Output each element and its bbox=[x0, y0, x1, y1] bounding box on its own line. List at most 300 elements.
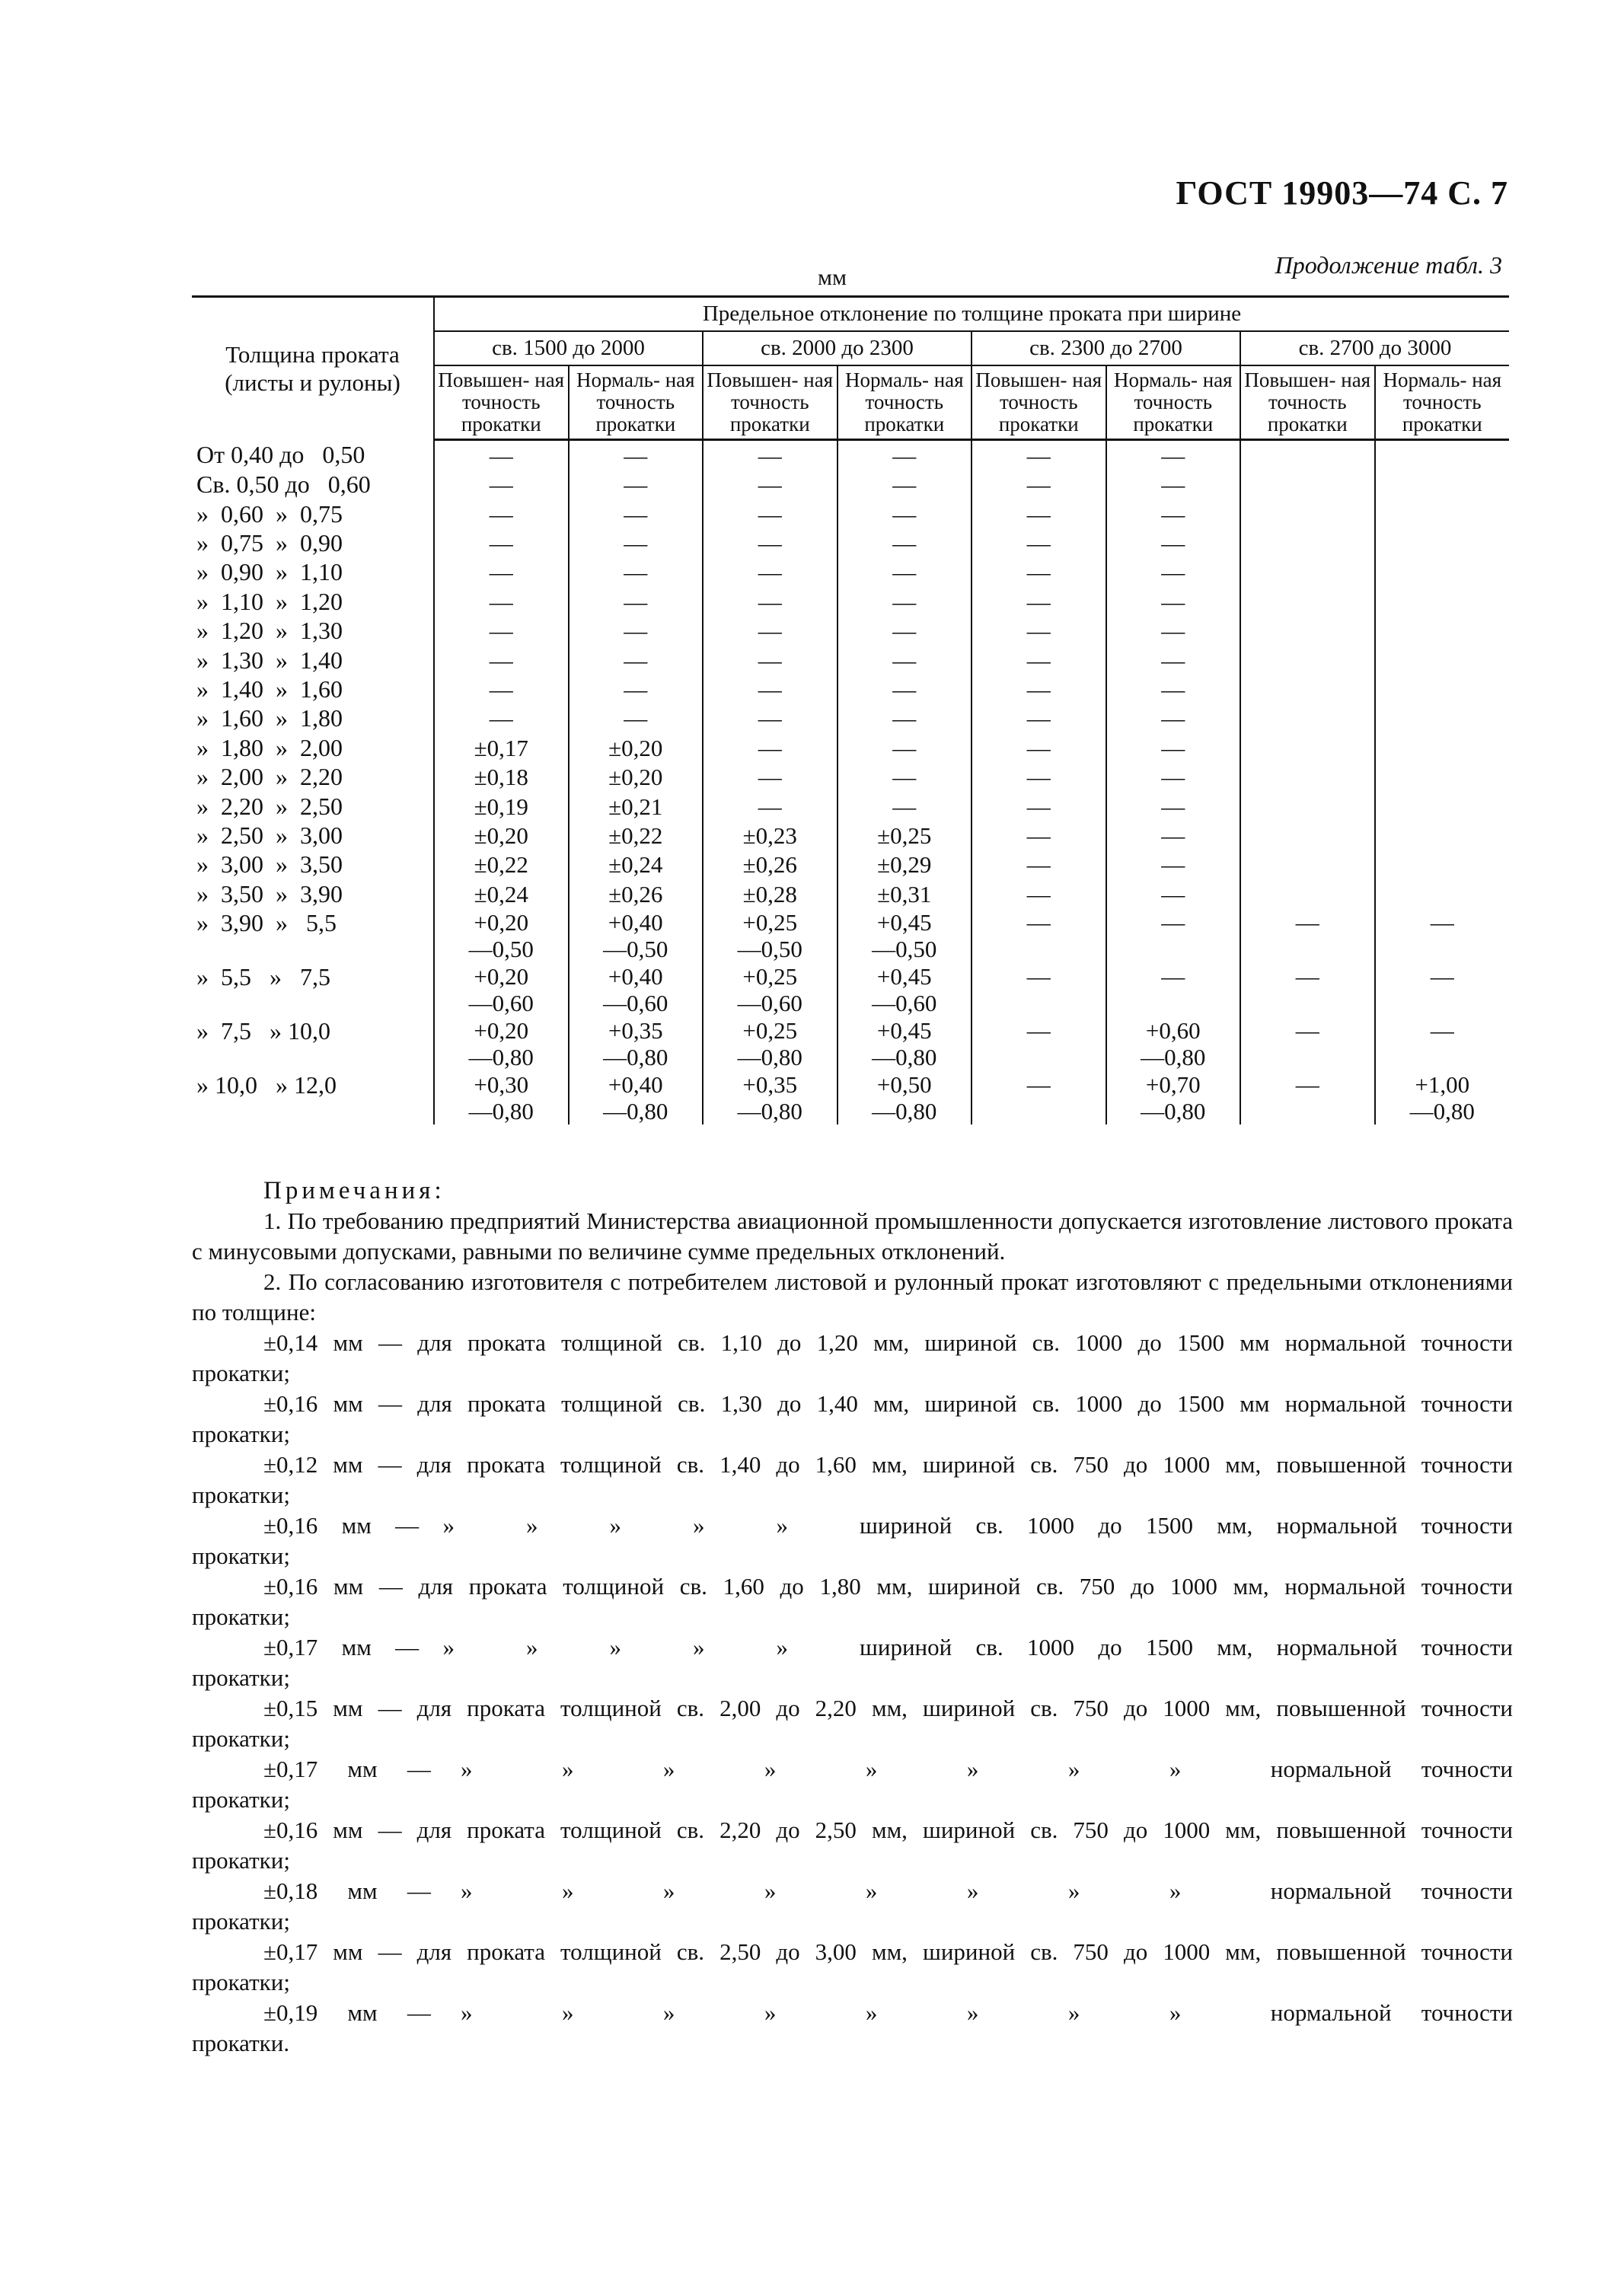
lower-deviation: —0,80 bbox=[468, 1098, 534, 1125]
deviation-cell: — bbox=[703, 587, 838, 616]
deviation-text: ±0,16 мм — для проката толщиной св. 1,30 до 1,40 мм, шириной св. 1000 до 1500 мм нормальной точности bbox=[263, 1390, 1513, 1417]
deviation-cell: — bbox=[1106, 587, 1241, 616]
thickness-range-cell: » 5,5 » 7,5 bbox=[192, 962, 434, 1016]
deviation-cell bbox=[972, 908, 1106, 962]
thickness-range-cell: » 1,20 » 1,30 bbox=[192, 616, 434, 645]
deviation-item bbox=[192, 1937, 1513, 1998]
lower-deviation bbox=[1379, 936, 1507, 962]
notes-section bbox=[192, 1175, 1513, 2059]
deviation-cell: — bbox=[569, 675, 704, 703]
deviation-cell: — bbox=[972, 733, 1106, 762]
upper-deviation: — bbox=[1026, 909, 1051, 936]
deviation-cell bbox=[1375, 703, 1510, 732]
upper-deviation: +0,35 bbox=[742, 1071, 798, 1099]
deviation-cell: ±0,20 bbox=[569, 762, 704, 791]
deviation-continuation: прокатки; bbox=[192, 1847, 290, 1874]
lower-deviation: —0,80 bbox=[1409, 1098, 1475, 1125]
deviation-cell: — bbox=[1106, 557, 1241, 586]
deviation-cell bbox=[1375, 557, 1510, 586]
deviation-cell: — bbox=[569, 557, 704, 586]
deviation-cell: — bbox=[489, 705, 513, 732]
upper-deviation: +0,20 bbox=[474, 963, 529, 990]
deviation-cell: — bbox=[972, 499, 1106, 528]
deviation-cell bbox=[1240, 470, 1375, 499]
table-row bbox=[192, 850, 1509, 879]
deviation-cell: — bbox=[703, 528, 838, 557]
upper-deviation: — bbox=[1026, 963, 1051, 990]
deviation-cell bbox=[838, 962, 972, 1016]
deviation-cell: — bbox=[569, 703, 704, 732]
deviation-cell bbox=[434, 1070, 569, 1124]
deviation-cell: — bbox=[489, 442, 513, 470]
deviation-cell: — bbox=[838, 470, 972, 499]
deviation-cell: — bbox=[972, 587, 1106, 616]
deviation-cell: — bbox=[1106, 528, 1241, 557]
upper-deviation: — bbox=[1161, 963, 1185, 990]
upper-deviation: +0,25 bbox=[742, 963, 798, 990]
deviation-cell bbox=[1240, 733, 1375, 762]
deviation-cell bbox=[1375, 587, 1510, 616]
deviation-cell: — bbox=[703, 440, 838, 471]
deviation-cell bbox=[1240, 646, 1375, 675]
deviation-cell: ±0,26 bbox=[703, 850, 838, 879]
lower-deviation: —0,60 bbox=[872, 990, 937, 1017]
upper-deviation: +0,50 bbox=[876, 1071, 932, 1099]
deviation-text: ±0,17 мм — » » » » » » » » нормальной точности bbox=[263, 1756, 1513, 1782]
deviation-item bbox=[192, 1389, 1513, 1450]
deviation-item bbox=[192, 1998, 1513, 2059]
deviation-cell: — bbox=[838, 587, 972, 616]
lower-deviation: —0,80 bbox=[737, 1044, 802, 1071]
precision-header: Нормаль- ная точность прокатки bbox=[838, 365, 972, 440]
table-continuation-label: Продолжение табл. 3 bbox=[1275, 251, 1502, 279]
deviation-cell: — bbox=[972, 762, 1106, 791]
deviation-cell: ±0,29 bbox=[838, 850, 972, 879]
deviation-cell: — bbox=[703, 470, 838, 499]
thickness-range-cell: » 1,10 » 1,20 bbox=[192, 587, 434, 616]
deviation-cell: — bbox=[838, 675, 972, 703]
table-row bbox=[192, 908, 1509, 962]
upper-deviation: +0,40 bbox=[608, 963, 663, 990]
deviation-cell: — bbox=[1106, 703, 1241, 732]
thickness-range-cell: » 10,0 » 12,0 bbox=[192, 1070, 434, 1124]
precision-header: Повышен- ная точность прокатки bbox=[972, 365, 1106, 440]
deviation-cell: — bbox=[489, 646, 513, 674]
upper-deviation: — bbox=[1295, 909, 1319, 936]
units-label: мм bbox=[818, 265, 847, 290]
thickness-range-cell: » 1,30 » 1,40 bbox=[192, 646, 434, 675]
precision-header: Нормаль- ная точность прокатки bbox=[1375, 365, 1510, 440]
deviation-text: ±0,17 мм — » » » » » шириной св. 1000 до 1500 мм, нормальной точности bbox=[263, 1634, 1513, 1660]
deviation-text: ±0,18 мм — » » » » » » » » нормальной точности bbox=[263, 1877, 1513, 1904]
deviation-cell: — bbox=[569, 470, 704, 499]
thickness-range-cell: » 7,5 » 10,0 bbox=[192, 1016, 434, 1070]
deviation-group-header: Предельное отклонение по толщине проката при ширине bbox=[434, 297, 1509, 331]
deviation-cell: — bbox=[703, 762, 838, 791]
lower-deviation: —0,60 bbox=[468, 990, 534, 1017]
deviation-cell bbox=[1106, 1016, 1241, 1070]
deviation-cell bbox=[703, 1070, 838, 1124]
deviation-cell bbox=[703, 1016, 838, 1070]
deviation-cell: ±0,31 bbox=[838, 879, 972, 908]
deviation-continuation: прокатки; bbox=[192, 1542, 290, 1569]
deviation-item bbox=[192, 1571, 1513, 1632]
deviation-cell: — bbox=[972, 528, 1106, 557]
table-row bbox=[192, 470, 1509, 499]
note-2: 2. По согласованию изготовителя с потребителем листовой и рулонный прокат изготовляют с предельными отклонениями по толщине: bbox=[192, 1268, 1513, 1325]
deviation-cell: — bbox=[1106, 470, 1241, 499]
table-row bbox=[192, 1016, 1509, 1070]
lower-deviation bbox=[1110, 936, 1237, 962]
deviation-cell: ±0,24 bbox=[569, 850, 704, 879]
upper-deviation: — bbox=[1295, 1017, 1319, 1045]
deviation-cell: — bbox=[489, 617, 513, 645]
deviation-cell: — bbox=[838, 616, 972, 645]
thickness-range-cell: » 3,50 » 3,90 bbox=[192, 879, 434, 908]
deviation-cell: — bbox=[972, 675, 1106, 703]
document-code: ГОСТ 19903—74 С. 7 bbox=[1176, 174, 1508, 212]
thickness-range-cell: » 1,60 » 1,80 bbox=[192, 703, 434, 732]
deviation-cell bbox=[1375, 962, 1510, 1016]
deviation-cell bbox=[1375, 1016, 1510, 1070]
deviation-cell: — bbox=[489, 530, 513, 557]
deviation-cell: — bbox=[489, 675, 513, 703]
thickness-range-cell: » 2,00 » 2,20 bbox=[192, 762, 434, 791]
deviation-continuation: прокатки. bbox=[192, 2030, 290, 2056]
deviation-cell bbox=[703, 962, 838, 1016]
deviation-cell: — bbox=[838, 499, 972, 528]
deviation-cell bbox=[1240, 1070, 1375, 1124]
deviation-cell: — bbox=[1106, 675, 1241, 703]
deviation-cell bbox=[1240, 762, 1375, 791]
upper-deviation: +0,30 bbox=[474, 1071, 529, 1099]
deviation-cell bbox=[1240, 675, 1375, 703]
deviation-item bbox=[192, 1693, 1513, 1754]
deviation-cell: — bbox=[838, 557, 972, 586]
table-row bbox=[192, 587, 1509, 616]
deviation-cell: — bbox=[1106, 733, 1241, 762]
table-row bbox=[192, 675, 1509, 703]
lower-deviation: —0,80 bbox=[1141, 1044, 1206, 1071]
deviation-cell: — bbox=[838, 792, 972, 821]
deviation-cell: — bbox=[703, 675, 838, 703]
deviation-cell: — bbox=[972, 557, 1106, 586]
deviation-item bbox=[192, 1328, 1513, 1389]
deviation-cell: — bbox=[972, 821, 1106, 850]
deviation-text: ±0,16 мм — » » » » » шириной св. 1000 до 1500 мм, нормальной точности bbox=[263, 1512, 1513, 1539]
lower-deviation bbox=[975, 990, 1102, 1016]
deviation-cell: — bbox=[569, 440, 704, 471]
deviation-cell bbox=[569, 1070, 704, 1124]
deviation-cell: — bbox=[489, 500, 513, 528]
deviation-continuation: прокатки; bbox=[192, 1725, 290, 1752]
upper-deviation: +0,25 bbox=[742, 1017, 798, 1045]
deviation-cell bbox=[1375, 850, 1510, 879]
deviation-cell bbox=[1106, 962, 1241, 1016]
deviation-cell: — bbox=[703, 792, 838, 821]
deviation-cell bbox=[1375, 792, 1510, 821]
deviation-list bbox=[192, 1328, 1513, 2059]
deviation-cell bbox=[838, 1070, 972, 1124]
upper-deviation: — bbox=[1295, 963, 1319, 990]
precision-header: Повышен- ная точность прокатки bbox=[703, 365, 838, 440]
upper-deviation: +0,60 bbox=[1145, 1017, 1201, 1045]
thickness-range-cell: От 0,40 до 0,50 bbox=[192, 440, 434, 471]
upper-deviation: +0,45 bbox=[876, 963, 932, 990]
page-header bbox=[0, 0, 1624, 289]
deviation-cell: ±0,23 bbox=[703, 821, 838, 850]
lower-deviation bbox=[1244, 990, 1371, 1016]
lower-deviation: —0,50 bbox=[468, 936, 534, 963]
deviation-cell: — bbox=[1106, 616, 1241, 645]
lower-deviation bbox=[975, 1098, 1102, 1124]
lower-deviation: —0,60 bbox=[603, 990, 668, 1017]
deviation-item bbox=[192, 1876, 1513, 1937]
width-group-header: св. 2300 до 2700 bbox=[972, 331, 1240, 365]
deviation-cell: — bbox=[1106, 440, 1241, 471]
deviation-cell bbox=[1375, 440, 1510, 471]
table-row bbox=[192, 733, 1509, 762]
table-row bbox=[192, 499, 1509, 528]
table-row bbox=[192, 762, 1509, 791]
deviation-cell: — bbox=[569, 499, 704, 528]
thickness-range-cell: » 3,00 » 3,50 bbox=[192, 850, 434, 879]
deviation-cell bbox=[1375, 821, 1510, 850]
deviation-continuation: прокатки; bbox=[192, 1603, 290, 1630]
lower-deviation: —0,50 bbox=[603, 936, 668, 963]
notes-title: Примечания: bbox=[263, 1177, 445, 1204]
deviation-cell: — bbox=[569, 528, 704, 557]
precision-header: Нормаль- ная точность прокатки bbox=[1106, 365, 1241, 440]
deviation-item bbox=[192, 1754, 1513, 1815]
table-row bbox=[192, 703, 1509, 732]
lower-deviation bbox=[975, 936, 1102, 962]
upper-deviation: +0,40 bbox=[608, 1071, 663, 1099]
deviation-item bbox=[192, 1632, 1513, 1693]
deviation-cell: — bbox=[838, 646, 972, 675]
upper-deviation: +0,20 bbox=[474, 1017, 529, 1045]
width-group-header: св. 2000 до 2300 bbox=[703, 331, 972, 365]
deviation-cell: — bbox=[1106, 879, 1241, 908]
deviation-continuation: прокатки; bbox=[192, 1908, 290, 1935]
deviation-cell bbox=[703, 908, 838, 962]
deviation-cell bbox=[1106, 908, 1241, 962]
deviation-cell bbox=[1375, 762, 1510, 791]
deviation-cell bbox=[1240, 616, 1375, 645]
deviation-cell bbox=[1240, 703, 1375, 732]
deviation-cell: ±0,22 bbox=[569, 821, 704, 850]
thickness-range-cell: » 3,90 » 5,5 bbox=[192, 908, 434, 962]
table-row bbox=[192, 557, 1509, 586]
deviation-continuation: прокатки; bbox=[192, 1360, 290, 1386]
deviation-cell bbox=[1375, 646, 1510, 675]
deviation-cell: — bbox=[1106, 762, 1241, 791]
deviation-text: ±0,14 мм — для проката толщиной св. 1,10 до 1,20 мм, шириной св. 1000 до 1500 мм нормальной точности bbox=[263, 1329, 1513, 1356]
deviation-cell: ±0,28 bbox=[703, 879, 838, 908]
deviation-cell: ±0,25 bbox=[838, 821, 972, 850]
deviation-cell bbox=[1375, 499, 1510, 528]
deviation-cell: — bbox=[489, 471, 513, 499]
thickness-deviation-table bbox=[192, 295, 1509, 1124]
note-1: 1. По требованию предприятий Министерства авиационной промышленности допускается изготовление листового проката с минусовыми допусками, равными по величине сумме предельных отклонений. bbox=[192, 1207, 1513, 1265]
upper-deviation: +0,70 bbox=[1145, 1071, 1201, 1099]
deviation-continuation: прокатки; bbox=[192, 1969, 290, 1995]
deviation-cell bbox=[1240, 440, 1375, 471]
table-row bbox=[192, 962, 1509, 1016]
upper-deviation: +0,40 bbox=[608, 909, 663, 936]
upper-deviation: +0,45 bbox=[876, 1017, 932, 1045]
upper-deviation: — bbox=[1026, 1017, 1051, 1045]
deviation-cell bbox=[972, 1070, 1106, 1124]
table-header-row-1 bbox=[192, 297, 1509, 331]
precision-header: Повышен- ная точность прокатки bbox=[434, 365, 569, 440]
deviation-cell bbox=[569, 962, 704, 1016]
precision-header: Нормаль- ная точность прокатки bbox=[569, 365, 704, 440]
deviation-cell: — bbox=[703, 499, 838, 528]
deviation-cell bbox=[1240, 908, 1375, 962]
deviation-cell: — bbox=[972, 470, 1106, 499]
width-group-header: св. 1500 до 2000 bbox=[434, 331, 703, 365]
deviation-cell: — bbox=[1106, 821, 1241, 850]
deviation-cell: — bbox=[569, 587, 704, 616]
deviation-cell: — bbox=[972, 792, 1106, 821]
lower-deviation bbox=[1244, 936, 1371, 962]
deviation-item bbox=[192, 1450, 1513, 1510]
table-row bbox=[192, 821, 1509, 850]
deviation-cell: ±0,22 bbox=[474, 851, 528, 879]
deviation-cell: — bbox=[972, 879, 1106, 908]
deviation-continuation: прокатки; bbox=[192, 1786, 290, 1813]
deviation-cell bbox=[1375, 675, 1510, 703]
lower-deviation: —0,80 bbox=[872, 1098, 937, 1125]
thickness-range-cell: » 1,80 » 2,00 bbox=[192, 733, 434, 762]
lower-deviation: —0,60 bbox=[737, 990, 802, 1017]
width-group-header: св. 2700 до 3000 bbox=[1240, 331, 1509, 365]
deviation-text: ±0,17 мм — для проката толщиной св. 2,50 до 3,00 мм, шириной св. 750 до 1000 мм, повышенной точности bbox=[263, 1938, 1513, 1965]
deviation-cell bbox=[1240, 499, 1375, 528]
deviation-cell: ±0,17 bbox=[474, 734, 528, 761]
deviation-cell bbox=[434, 962, 569, 1016]
deviation-cell: — bbox=[489, 588, 513, 615]
deviation-cell: — bbox=[838, 762, 972, 791]
deviation-cell: ±0,20 bbox=[569, 733, 704, 762]
deviation-cell: — bbox=[1106, 499, 1241, 528]
deviation-continuation: прокатки; bbox=[192, 1664, 290, 1691]
deviation-cell bbox=[1375, 879, 1510, 908]
thickness-range-cell: » 1,40 » 1,60 bbox=[192, 675, 434, 703]
deviation-cell: — bbox=[838, 440, 972, 471]
thickness-range-cell: Св. 0,50 до 0,60 bbox=[192, 470, 434, 499]
thickness-range-cell: » 2,50 » 3,00 bbox=[192, 821, 434, 850]
deviation-cell bbox=[1375, 616, 1510, 645]
deviation-cell bbox=[434, 908, 569, 962]
deviation-cell: ±0,20 bbox=[474, 821, 528, 849]
upper-deviation: +0,25 bbox=[742, 909, 798, 936]
deviation-cell bbox=[1375, 908, 1510, 962]
deviation-cell bbox=[1240, 587, 1375, 616]
deviation-cell: — bbox=[972, 440, 1106, 471]
deviation-cell: — bbox=[972, 850, 1106, 879]
deviation-continuation: прокатки; bbox=[192, 1421, 290, 1447]
upper-deviation: — bbox=[1295, 1071, 1319, 1099]
deviation-cell bbox=[434, 1016, 569, 1070]
deviation-cell: — bbox=[972, 616, 1106, 645]
deviation-cell: — bbox=[1106, 646, 1241, 675]
lower-deviation: —0,80 bbox=[468, 1044, 534, 1071]
deviation-cell: — bbox=[1106, 792, 1241, 821]
deviation-cell bbox=[1375, 528, 1510, 557]
deviation-cell: — bbox=[972, 646, 1106, 675]
thickness-column-header: Толщина проката (листы и рулоны) bbox=[192, 297, 434, 440]
deviation-text: ±0,16 мм — для проката толщиной св. 2,20 до 2,50 мм, шириной св. 750 до 1000 мм, повышенной точности bbox=[263, 1817, 1513, 1843]
table-row bbox=[192, 440, 1509, 471]
deviation-cell: — bbox=[972, 703, 1106, 732]
deviation-cell: — bbox=[838, 528, 972, 557]
table-row bbox=[192, 1070, 1509, 1124]
lower-deviation: —0,80 bbox=[603, 1098, 668, 1125]
deviation-cell: ±0,18 bbox=[474, 764, 528, 791]
deviation-cell: — bbox=[703, 703, 838, 732]
deviation-cell bbox=[1240, 1016, 1375, 1070]
upper-deviation: — bbox=[1430, 909, 1454, 936]
lower-deviation bbox=[1379, 1044, 1507, 1070]
deviation-cell: — bbox=[489, 559, 513, 586]
deviation-cell bbox=[1375, 733, 1510, 762]
deviation-cell: ±0,21 bbox=[569, 792, 704, 821]
table-row bbox=[192, 646, 1509, 675]
lower-deviation bbox=[975, 1044, 1102, 1070]
deviation-cell bbox=[569, 908, 704, 962]
lower-deviation: —0,50 bbox=[737, 936, 802, 963]
deviation-cell bbox=[838, 1016, 972, 1070]
lower-deviation: —0,80 bbox=[737, 1098, 802, 1125]
upper-deviation: +0,20 bbox=[474, 909, 529, 936]
table-row bbox=[192, 528, 1509, 557]
deviation-cell: — bbox=[703, 733, 838, 762]
thickness-range-cell: » 0,90 » 1,10 bbox=[192, 557, 434, 586]
deviation-text: ±0,15 мм — для проката толщиной св. 2,00 до 2,20 мм, шириной св. 750 до 1000 мм, повышенной точности bbox=[263, 1695, 1513, 1721]
deviation-cell bbox=[972, 1016, 1106, 1070]
upper-deviation: — bbox=[1026, 1071, 1051, 1099]
deviation-cell: — bbox=[1106, 850, 1241, 879]
deviation-continuation: прокатки; bbox=[192, 1482, 290, 1508]
deviation-cell: — bbox=[703, 557, 838, 586]
deviation-text: ±0,12 мм — для проката толщиной св. 1,40 до 1,60 мм, шириной св. 750 до 1000 мм, повышенной точности bbox=[263, 1451, 1513, 1478]
deviation-cell bbox=[1240, 962, 1375, 1016]
deviation-cell: — bbox=[838, 703, 972, 732]
table-row bbox=[192, 792, 1509, 821]
deviation-cell bbox=[1375, 1070, 1510, 1124]
lower-deviation: —0,80 bbox=[1141, 1098, 1206, 1125]
deviation-cell: ±0,26 bbox=[569, 879, 704, 908]
lower-deviation bbox=[1244, 1044, 1371, 1070]
lower-deviation: —0,50 bbox=[872, 936, 937, 963]
lower-deviation: —0,80 bbox=[603, 1044, 668, 1071]
deviation-text: ±0,16 мм — для проката толщиной св. 1,60 до 1,80 мм, шириной св. 750 до 1000 мм, нормальной точности bbox=[263, 1573, 1513, 1600]
deviation-cell bbox=[1375, 470, 1510, 499]
deviation-cell bbox=[569, 1016, 704, 1070]
deviation-cell: — bbox=[703, 646, 838, 675]
upper-deviation: +0,45 bbox=[876, 909, 932, 936]
deviation-cell: — bbox=[703, 616, 838, 645]
lower-deviation bbox=[1110, 990, 1237, 1016]
upper-deviation: +0,35 bbox=[608, 1017, 663, 1045]
lower-deviation bbox=[1379, 990, 1507, 1016]
deviation-cell: — bbox=[838, 733, 972, 762]
upper-deviation: — bbox=[1161, 909, 1185, 936]
deviation-cell bbox=[1106, 1070, 1241, 1124]
deviation-cell: — bbox=[569, 646, 704, 675]
